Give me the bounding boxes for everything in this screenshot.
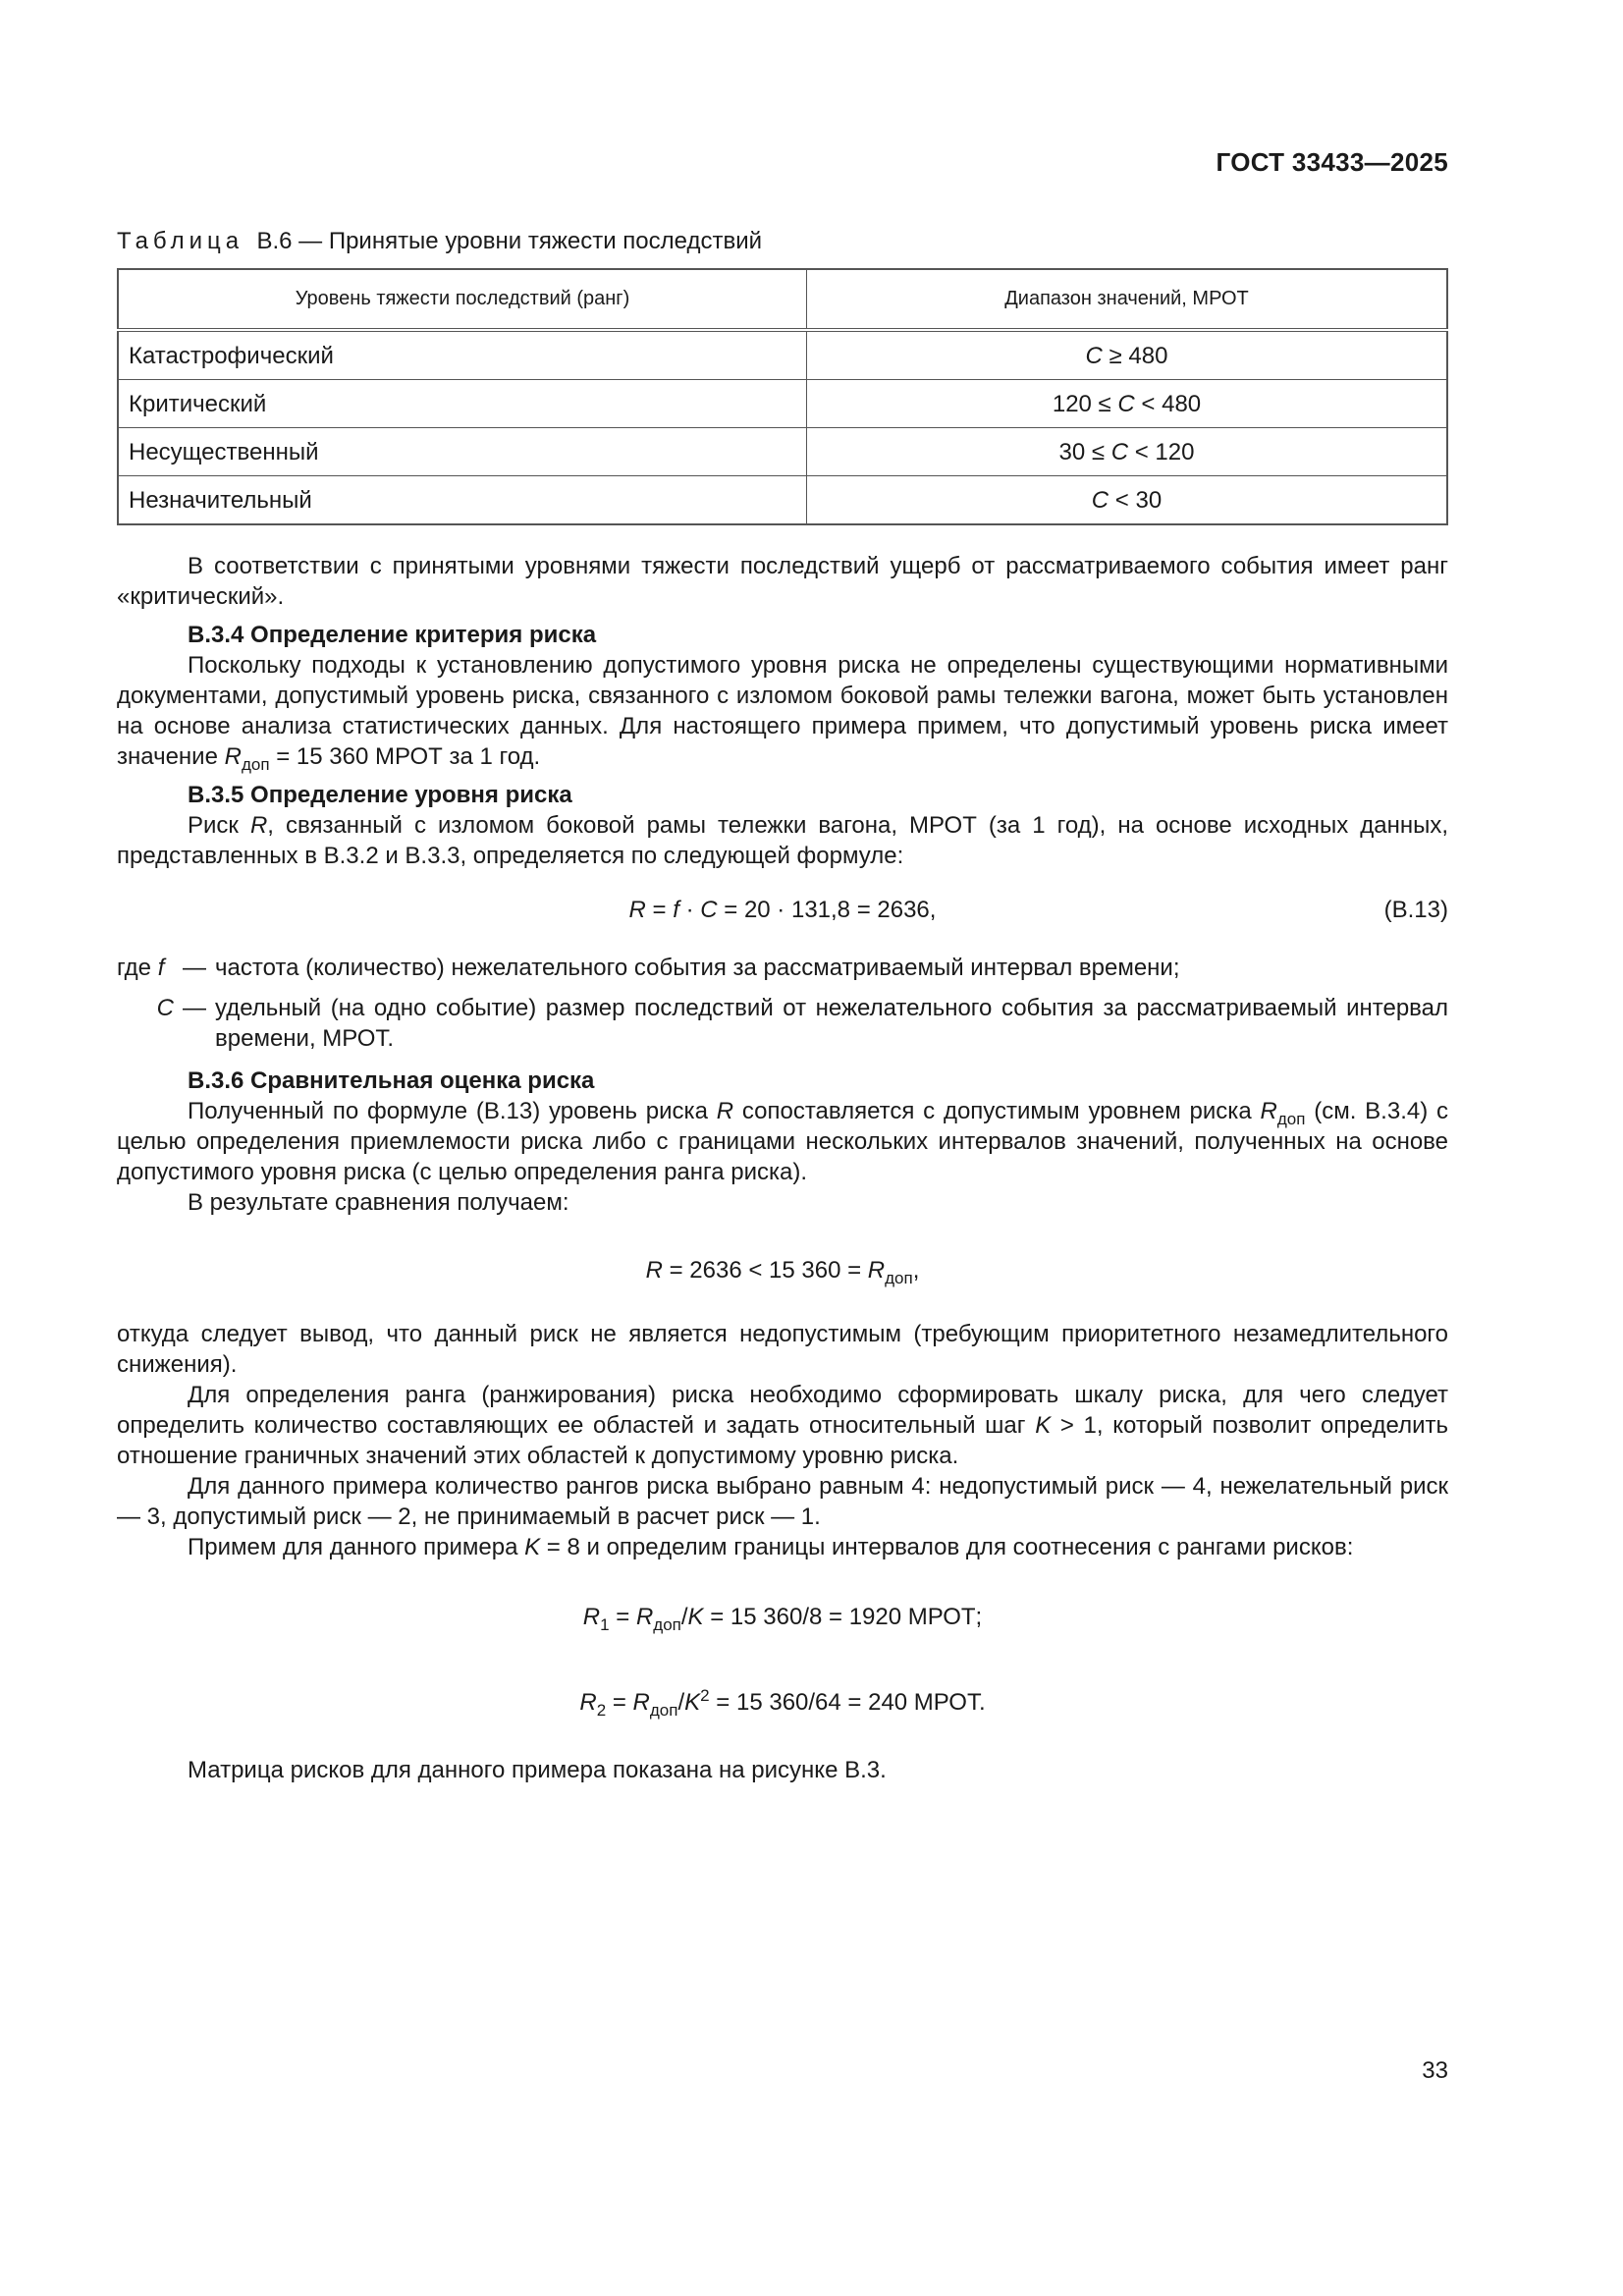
formula-legend-item bbox=[117, 953, 1448, 983]
paragraph-k-value: Примем для данного примера K = 8 и определим границы интервалов для соотнесения с рангами рисков: bbox=[188, 1534, 1354, 1560]
paragraph-rank-count: Для данного примера количество рангов риска выбрано равным 4: недопустимый риск — 4, нежелательный риск — 3, допустимый риск — 2, не принимаемый в расчет риск — 1. bbox=[117, 1473, 1448, 1530]
formula-legend-item bbox=[117, 993, 1448, 1054]
legend-lead: C bbox=[156, 995, 174, 1021]
legend-lead: где f bbox=[117, 955, 165, 981]
rank-cell: Несущественный bbox=[118, 428, 807, 476]
rank-cell: Критический bbox=[118, 380, 807, 428]
paragraph-risk-criterion: Поскольку подходы к установлению допустимого уровня риска не определены существующими нормативными документами, допустимый уровень риска, связанного с изломом боковой рамы тележки вагона, может быть установлен на основе анализа статистических данных. Для настоящего примера примем, что допустимый уровень риска имеет значение $R_{доп} = 15$ 360 МРОТ за 1 год. bbox=[117, 652, 1448, 774]
formula-comparison: R = 2636 < 15 $360 = R_{доп}$, bbox=[645, 1257, 920, 1287]
table-caption bbox=[117, 226, 1448, 256]
paragraph-conclusion: откуда следует вывод, что данный риск не является недопустимым (требующим приоритетного незамедлительного снижения). bbox=[117, 1321, 1448, 1378]
section-heading-b36: В.3.6 Сравнительная оценка риска bbox=[188, 1067, 595, 1094]
section-heading-b34: В.3.4 Определение критерия риска bbox=[188, 622, 597, 648]
range-cell: 30 ≤ C < 120 bbox=[807, 428, 1448, 476]
table-caption-text: В.6 — Принятые уровни тяжести последствий bbox=[256, 228, 763, 254]
table-row bbox=[118, 476, 1447, 525]
formula-b13 bbox=[117, 895, 1448, 925]
paragraph-comparison-intro: В результате сравнения получаем: bbox=[188, 1189, 569, 1216]
paragraph-risk-level: Риск R, связанный с изломом боковой рамы тележки вагона, МРОТ (за 1 год), на основе исходных данных, представленных в В.3.2 и В.3.3, определяется по следующей формуле: bbox=[117, 812, 1448, 869]
header-range: Диапазон значений, МРОТ bbox=[807, 269, 1448, 330]
paragraph-matrix-reference: Матрица рисков для данного примера показана на рисунке В.3. bbox=[188, 1757, 887, 1783]
rank-cell: Катастрофический bbox=[118, 330, 807, 380]
formula-b13-expression: R = f · C = 20 · 131,8 = 2636, bbox=[628, 897, 937, 923]
rank-cell: Незначительный bbox=[118, 476, 807, 525]
document-header: ГОСТ 33433—2025 bbox=[1216, 147, 1448, 177]
table-row bbox=[118, 330, 1447, 380]
formula-number: (В.13) bbox=[1383, 897, 1448, 923]
legend-dash: — bbox=[183, 995, 206, 1021]
formula-r2: $R_2 = R_{доп}/K^2 = 15$ 360/64 = 240 МРОТ. bbox=[579, 1686, 986, 1720]
table-row bbox=[118, 428, 1447, 476]
legend-text: частота (количество) нежелательного события за рассматриваемый интервал времени; bbox=[215, 955, 1180, 981]
legend-text: удельный (на одно событие) размер последствий от нежелательного события за рассматриваемый интервал времени, МРОТ. bbox=[215, 995, 1448, 1052]
table-row bbox=[118, 380, 1447, 428]
header-rank: Уровень тяжести последствий (ранг) bbox=[118, 269, 807, 330]
paragraph-comparison: Полученный по формуле (В.13) уровень риска R сопоставляется с допустимым уровнем риска $R_{доп}$ (см. В.3.4) с целью определения приемлемости риска либо с границами нескольких интервалов значений, полученных на основе допустимого уровня риска (с целью определения ранга риска). bbox=[117, 1098, 1448, 1185]
range-cell: C ≥ 480 bbox=[807, 330, 1448, 380]
page-content bbox=[117, 226, 1448, 1785]
table-header-row bbox=[118, 269, 1447, 330]
formula-r1: $R_1 = R_{доп}/K = 15$ 360/8 = 1920 МРОТ; bbox=[582, 1604, 983, 1634]
page-number: 33 bbox=[1422, 2057, 1448, 2084]
range-cell: 120 ≤ C < 480 bbox=[807, 380, 1448, 428]
legend-dash: — bbox=[183, 955, 206, 981]
paragraph-critical-rank: В соответствии с принятыми уровнями тяжести последствий ущерб от рассматриваемого события имеет ранг «критический». bbox=[117, 553, 1448, 610]
section-heading-b35: В.3.5 Определение уровня риска bbox=[188, 782, 572, 808]
paragraph-rank-scale: Для определения ранга (ранжирования) риска необходимо сформировать шкалу риска, для чего следует определить количество составляющих ее областей и задать относительный шаг K > 1, который позволит определить отношение граничных значений этих областей к допустимому уровню риска. bbox=[117, 1382, 1448, 1469]
severity-table bbox=[117, 268, 1448, 525]
range-cell: C < 30 bbox=[807, 476, 1448, 525]
table-caption-word: Таблица bbox=[117, 228, 244, 254]
